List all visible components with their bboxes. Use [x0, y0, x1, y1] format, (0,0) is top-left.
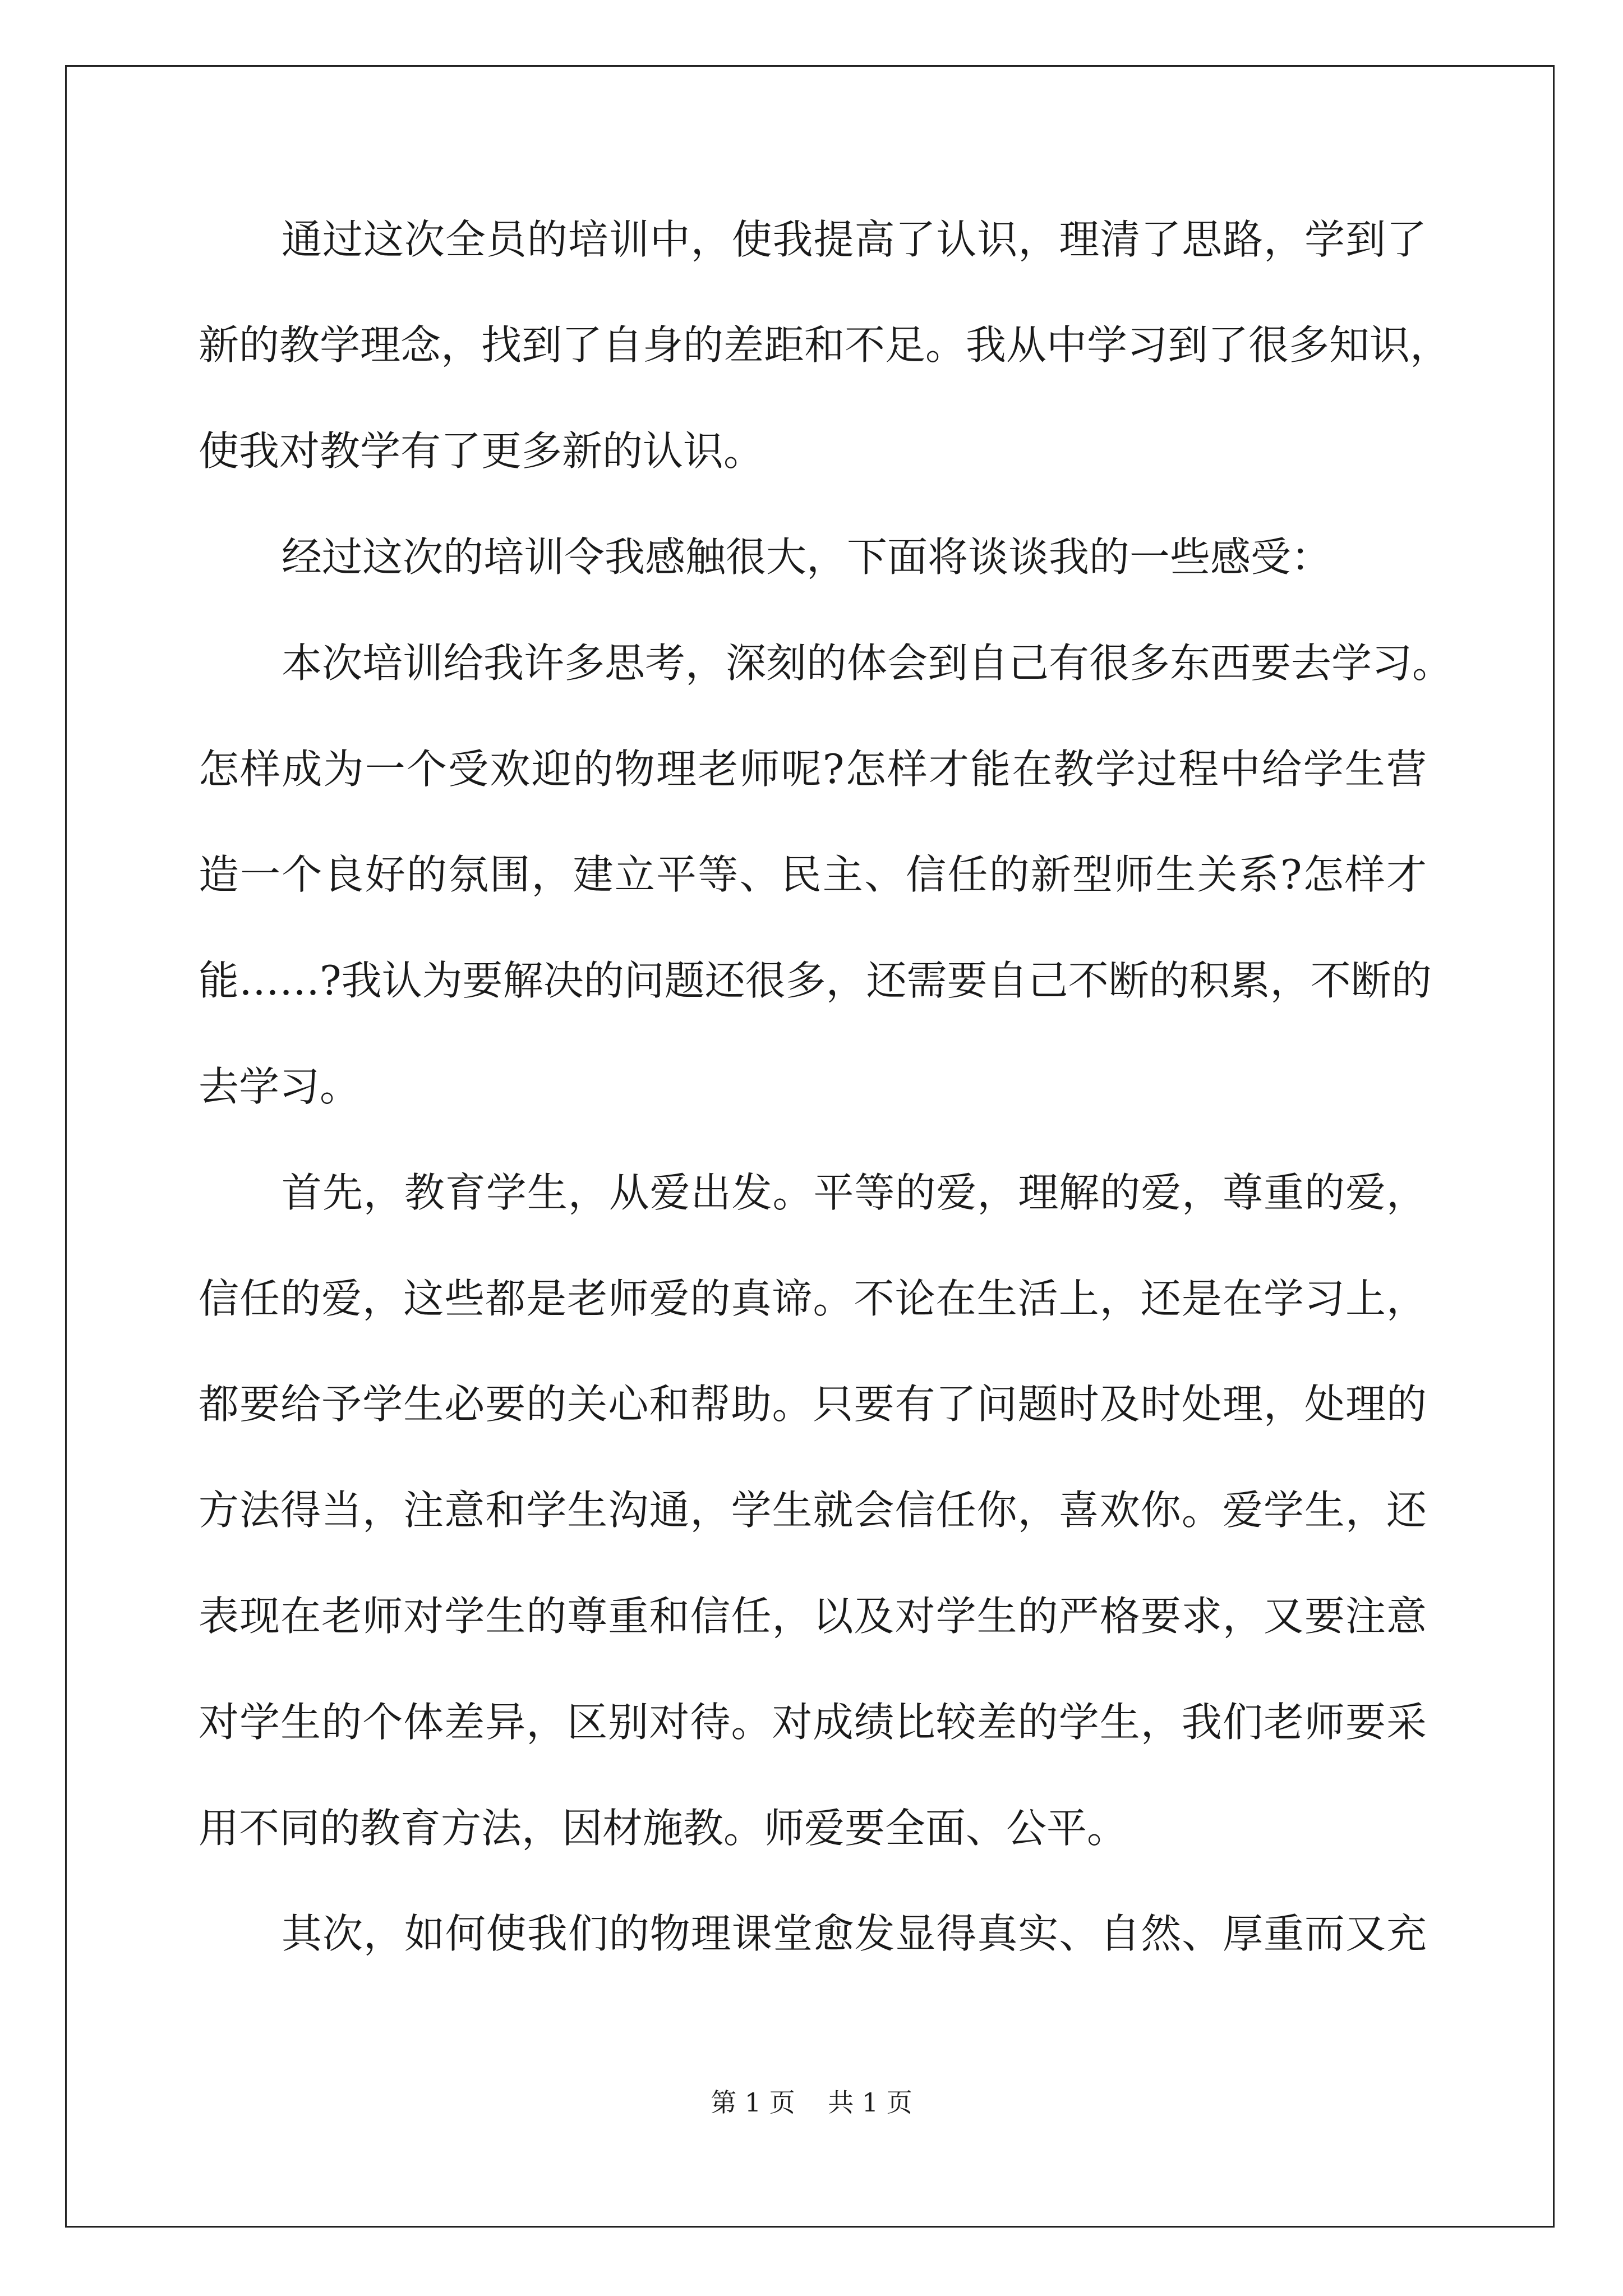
- text-line: 其次，如何使我们的物理课堂愈发显得真实、自然、厚重而又充: [282, 1910, 1427, 1957]
- text-line: 用不同的教育方法，因材施教。师爱要全面、公平。: [199, 1805, 1128, 1852]
- page-border: [65, 65, 1555, 2228]
- text-line: 本次培训给我许多思考，深刻的体会到自己有很多东西要去学习。: [282, 639, 1453, 687]
- text-line: 信任的爱，这些都是老师爱的真谛。不论在生活上，还是在学习上，: [199, 1275, 1427, 1322]
- text-line: 怎样成为一个受欢迎的物理老师呢?怎样才能在教学过程中给学生营: [199, 746, 1427, 793]
- text-line: 都要给予学生必要的关心和帮助。只要有了问题时及时处理，处理的: [199, 1381, 1427, 1428]
- page-number-footer: 第 1 页 共 1 页: [711, 2087, 912, 2118]
- text-line: 经过这次的培训令我感触很大，下面将谈谈我的一些感受：: [282, 533, 1332, 581]
- text-line: 使我对教学有了更多新的认识。: [199, 427, 764, 475]
- text-line: 通过这次全员的培训中，使我提高了认识，理清了思路，学到了: [282, 216, 1427, 263]
- text-line: 去学习。: [199, 1063, 361, 1110]
- text-line: 对学生的个体差异，区别对待。对成绩比较差的学生，我们老师要采: [199, 1699, 1427, 1746]
- text-line: 方法得当，注意和学生沟通，学生就会信任你，喜欢你。爱学生，还: [199, 1487, 1427, 1534]
- text-line: 新的教学理念，找到了自身的差距和不足。我从中学习到了很多知识，: [199, 321, 1451, 369]
- text-line: 造一个良好的氛围，建立平等、民主、信任的新型师生关系?怎样才: [199, 851, 1427, 898]
- text-line: 能……?我认为要解决的问题还很多，还需要自己不断的积累，不断的: [199, 957, 1432, 1004]
- text-line: 首先，教育学生，从爱出发。平等的爱，理解的爱，尊重的爱，: [282, 1169, 1427, 1216]
- text-line: 表现在老师对学生的尊重和信任，以及对学生的严格要求，又要注意: [199, 1593, 1427, 1640]
